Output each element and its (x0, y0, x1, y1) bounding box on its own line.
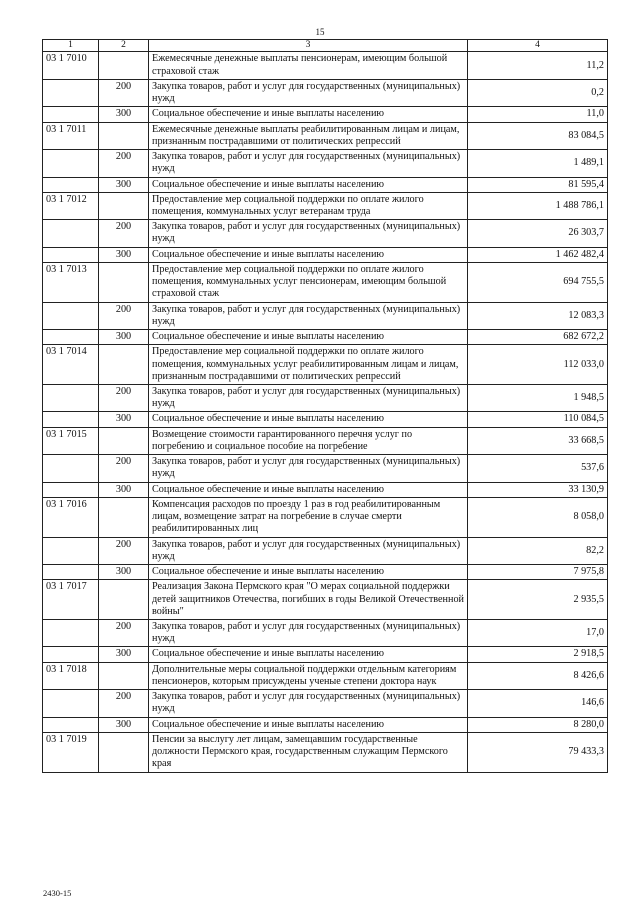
table-row (43, 79, 608, 106)
type-cell: 200 (99, 150, 149, 177)
type-cell: 200 (99, 620, 149, 647)
code-cell: 03 1 7014 (43, 345, 99, 385)
code-cell: 03 1 7015 (43, 427, 99, 454)
footer-code: 2430-15 (43, 888, 72, 898)
amount-cell: 2 918,5 (468, 647, 608, 662)
code-cell: 03 1 7019 (43, 732, 99, 772)
amount-cell: 26 303,7 (468, 220, 608, 247)
amount-cell: 8 058,0 (468, 497, 608, 537)
code-cell (43, 565, 99, 580)
name-cell: Предоставление мер социальной поддержки по оплате жилого помещения, коммунальных услуг пенсионерам, имеющим большой страховой стаж (149, 262, 468, 302)
table-row (43, 122, 608, 149)
amount-cell: 17,0 (468, 620, 608, 647)
code-cell: 03 1 7012 (43, 192, 99, 219)
name-cell: Закупка товаров, работ и услуг для государственных (муниципальных) нужд (149, 537, 468, 564)
type-cell: 300 (99, 412, 149, 427)
amount-cell: 1 948,5 (468, 385, 608, 412)
type-cell: 200 (99, 385, 149, 412)
column-header-1: 1 (43, 40, 99, 52)
type-cell: 200 (99, 455, 149, 482)
type-cell (99, 345, 149, 385)
table-row (43, 177, 608, 192)
amount-cell: 1 488 786,1 (468, 192, 608, 219)
table-row (43, 385, 608, 412)
code-cell (43, 302, 99, 329)
type-cell: 300 (99, 247, 149, 262)
type-cell (99, 192, 149, 219)
table-row (43, 150, 608, 177)
type-cell: 200 (99, 79, 149, 106)
table-row (43, 497, 608, 537)
type-cell (99, 580, 149, 620)
name-cell: Закупка товаров, работ и услуг для государственных (муниципальных) нужд (149, 302, 468, 329)
table-row (43, 662, 608, 689)
amount-cell: 12 083,3 (468, 302, 608, 329)
table-row (43, 732, 608, 772)
table-row (43, 717, 608, 732)
type-cell (99, 427, 149, 454)
name-cell: Социальное обеспечение и иные выплаты населению (149, 247, 468, 262)
name-cell: Возмещение стоимости гарантированного перечня услуг по погребению и социальное пособие на погребение (149, 427, 468, 454)
amount-cell: 537,6 (468, 455, 608, 482)
name-cell: Закупка товаров, работ и услуг для государственных (муниципальных) нужд (149, 620, 468, 647)
amount-cell: 11,2 (468, 52, 608, 79)
name-cell: Закупка товаров, работ и услуг для государственных (муниципальных) нужд (149, 150, 468, 177)
name-cell: Социальное обеспечение и иные выплаты населению (149, 565, 468, 580)
type-cell (99, 52, 149, 79)
type-cell: 300 (99, 647, 149, 662)
code-cell (43, 647, 99, 662)
code-cell: 03 1 7013 (43, 262, 99, 302)
name-cell: Реализация Закона Пермского края "О мерах социальной поддержки детей защитников Отечества, погибших в годы Великой Отечественной войны" (149, 580, 468, 620)
code-cell (43, 455, 99, 482)
name-cell: Дополнительные меры социальной поддержки отдельным категориям пенсионеров, которым присуждены ученые степени доктора наук (149, 662, 468, 689)
code-cell (43, 220, 99, 247)
code-cell (43, 247, 99, 262)
type-cell (99, 122, 149, 149)
type-cell: 300 (99, 717, 149, 732)
name-cell: Социальное обеспечение и иные выплаты населению (149, 177, 468, 192)
name-cell: Закупка товаров, работ и услуг для государственных (муниципальных) нужд (149, 79, 468, 106)
amount-cell: 2 935,5 (468, 580, 608, 620)
code-cell (43, 412, 99, 427)
amount-cell: 8 280,0 (468, 717, 608, 732)
type-cell (99, 262, 149, 302)
code-cell: 03 1 7010 (43, 52, 99, 79)
table-row (43, 620, 608, 647)
budget-table (42, 39, 608, 773)
amount-cell: 33 668,5 (468, 427, 608, 454)
table-row (43, 565, 608, 580)
code-cell (43, 385, 99, 412)
code-cell (43, 330, 99, 345)
type-cell: 200 (99, 302, 149, 329)
type-cell (99, 732, 149, 772)
type-cell: 300 (99, 177, 149, 192)
code-cell (43, 150, 99, 177)
table-row (43, 427, 608, 454)
name-cell: Ежемесячные денежные выплаты пенсионерам, имеющим большой страховой стаж (149, 52, 468, 79)
table-row (43, 302, 608, 329)
type-cell (99, 497, 149, 537)
type-cell: 300 (99, 107, 149, 122)
name-cell: Закупка товаров, работ и услуг для государственных (муниципальных) нужд (149, 455, 468, 482)
amount-cell: 7 975,8 (468, 565, 608, 580)
table-row (43, 580, 608, 620)
table-row (43, 647, 608, 662)
table-row (43, 455, 608, 482)
name-cell: Пенсии за выслугу лет лицам, замещавшим государственные должности Пермского края, государственным служащим Пермского края (149, 732, 468, 772)
type-cell: 300 (99, 330, 149, 345)
table-row (43, 482, 608, 497)
table-row (43, 330, 608, 345)
type-cell (99, 662, 149, 689)
code-cell: 03 1 7018 (43, 662, 99, 689)
amount-cell: 1 489,1 (468, 150, 608, 177)
table-row (43, 412, 608, 427)
code-cell (43, 79, 99, 106)
amount-cell: 82,2 (468, 537, 608, 564)
name-cell: Закупка товаров, работ и услуг для государственных (муниципальных) нужд (149, 220, 468, 247)
amount-cell: 112 033,0 (468, 345, 608, 385)
amount-cell: 694 755,5 (468, 262, 608, 302)
name-cell: Социальное обеспечение и иные выплаты населению (149, 482, 468, 497)
code-cell: 03 1 7017 (43, 580, 99, 620)
code-cell (43, 177, 99, 192)
type-cell: 200 (99, 220, 149, 247)
name-cell: Ежемесячные денежные выплаты реабилитированным лицам и лицам, признанным пострадавшими от политических репрессий (149, 122, 468, 149)
name-cell: Социальное обеспечение и иные выплаты населению (149, 330, 468, 345)
code-cell (43, 620, 99, 647)
name-cell: Закупка товаров, работ и услуг для государственных (муниципальных) нужд (149, 385, 468, 412)
name-cell: Социальное обеспечение и иные выплаты населению (149, 107, 468, 122)
table-row (43, 52, 608, 79)
code-cell (43, 717, 99, 732)
name-cell: Социальное обеспечение и иные выплаты населению (149, 647, 468, 662)
amount-cell: 33 130,9 (468, 482, 608, 497)
amount-cell: 11,0 (468, 107, 608, 122)
name-cell: Закупка товаров, работ и услуг для государственных (муниципальных) нужд (149, 690, 468, 717)
name-cell: Социальное обеспечение и иные выплаты населению (149, 412, 468, 427)
type-cell: 200 (99, 690, 149, 717)
amount-cell: 79 433,3 (468, 732, 608, 772)
name-cell: Предоставление мер социальной поддержки по оплате жилого помещения, коммунальных услуг ветеранам труда (149, 192, 468, 219)
name-cell: Социальное обеспечение и иные выплаты населению (149, 717, 468, 732)
table-row (43, 247, 608, 262)
amount-cell: 1 462 482,4 (468, 247, 608, 262)
code-cell (43, 690, 99, 717)
amount-cell: 146,6 (468, 690, 608, 717)
table-row (43, 107, 608, 122)
page-number: 15 (315, 27, 325, 37)
code-cell: 03 1 7011 (43, 122, 99, 149)
amount-cell: 81 595,4 (468, 177, 608, 192)
amount-cell: 110 084,5 (468, 412, 608, 427)
table-row (43, 262, 608, 302)
code-cell (43, 482, 99, 497)
table-row (43, 537, 608, 564)
column-header-3: 3 (149, 40, 468, 52)
column-header-4: 4 (468, 40, 608, 52)
table-row (43, 220, 608, 247)
table-row (43, 192, 608, 219)
name-cell: Компенсация расходов по проезду 1 раз в год реабилитированным лицам, возмещение затрат на погребение в случае смерти реабилитированных лиц (149, 497, 468, 537)
code-cell (43, 107, 99, 122)
amount-cell: 682 672,2 (468, 330, 608, 345)
code-cell (43, 537, 99, 564)
table-header-row (43, 40, 608, 52)
amount-cell: 8 426,6 (468, 662, 608, 689)
table-row (43, 690, 608, 717)
amount-cell: 0,2 (468, 79, 608, 106)
column-header-2: 2 (99, 40, 149, 52)
type-cell: 300 (99, 482, 149, 497)
type-cell: 200 (99, 537, 149, 564)
table-row (43, 345, 608, 385)
name-cell: Предоставление мер социальной поддержки по оплате жилого помещения, коммунальных услуг реабилитированным лицам и лицам, признанным пострадавшими от политических репрессий (149, 345, 468, 385)
amount-cell: 83 084,5 (468, 122, 608, 149)
type-cell: 300 (99, 565, 149, 580)
code-cell: 03 1 7016 (43, 497, 99, 537)
